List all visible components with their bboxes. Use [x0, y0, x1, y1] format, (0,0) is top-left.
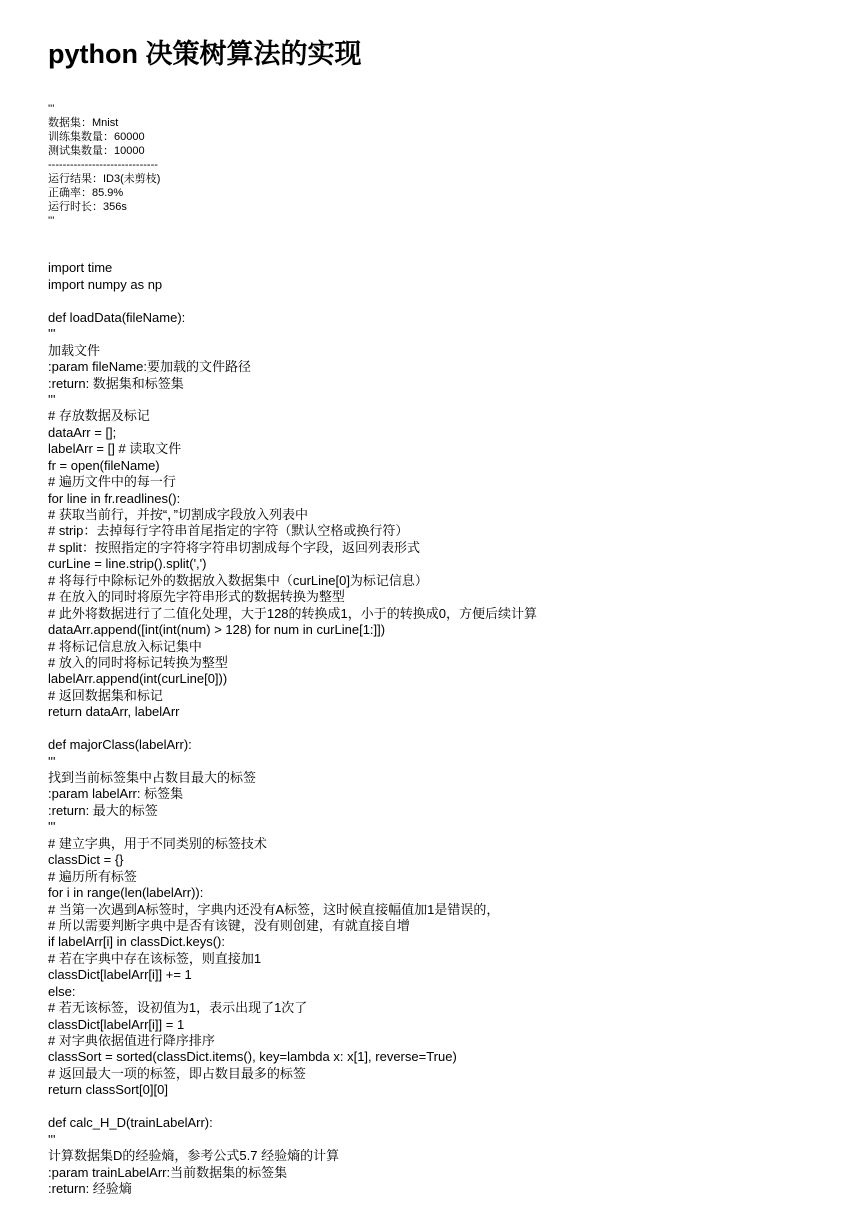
code-line: return dataArr, labelArr	[48, 704, 180, 720]
header-line: 正确率：85.9%	[48, 187, 124, 199]
code-line: labelArr = [] # 读取文件	[48, 441, 182, 457]
code-line: '''	[48, 1131, 56, 1147]
code-line: # 放入的同时将标记转换为整型	[48, 654, 228, 670]
code-line: for i in range(len(labelArr)):	[48, 885, 204, 901]
code-line: return classSort[0][0]	[48, 1082, 168, 1098]
header-line: 测试集数量：10000	[48, 145, 145, 157]
code-line	[48, 244, 537, 260]
code-line: def loadData(fileName):	[48, 309, 186, 325]
code-line: # 若无该标签，设初值为1，表示出现了1次了	[48, 1000, 308, 1016]
code-line: # 存放数据及标记	[48, 408, 150, 424]
code-line: # 此外将数据进行了二值化处理，大于128的转换成1，小于的转换成0，方便后续计算	[48, 605, 537, 621]
code-line: # split：按照指定的字符将字符串切割成每个字段，返回列表形式	[48, 539, 420, 555]
code-line: classSort = sorted(classDict.items(), key=lambda x: x[1], reverse=True)	[48, 1049, 457, 1065]
code-line: :param labelArr: 标签集	[48, 786, 184, 802]
code-line: classDict[labelArr[i]] += 1	[48, 967, 192, 983]
code-line: # 将标记信息放入标记集中	[48, 638, 202, 654]
code-line	[48, 721, 537, 737]
code-line: def calc_H_D(trainLabelArr):	[48, 1115, 213, 1131]
code-line: '''	[48, 819, 56, 835]
code-line: dataArr = [];	[48, 424, 117, 440]
code-line: :param trainLabelArr:当前数据集的标签集	[48, 1164, 288, 1180]
code-line: '''	[48, 326, 56, 342]
code-line	[48, 1099, 537, 1115]
code-line: def majorClass(labelArr):	[48, 737, 192, 753]
code-line: # 返回数据集和标记	[48, 687, 163, 703]
code-line: if labelArr[i] in classDict.keys():	[48, 934, 225, 950]
code-line: curLine = line.strip().split(',')	[48, 556, 207, 572]
header-line: '''	[48, 215, 55, 227]
page-title: python 决策树算法的实现	[48, 39, 362, 69]
code-line: # 建立字典，用于不同类别的标签技术	[48, 835, 267, 851]
code-line	[48, 293, 537, 309]
code-line: # 返回最大一项的标签，即占数目最多的标签	[48, 1065, 306, 1081]
code-line: else:	[48, 983, 76, 999]
header-line: 训练集数量：60000	[48, 131, 145, 143]
header-line: '''	[48, 103, 55, 115]
code-line: :return: 数据集和标签集	[48, 375, 184, 391]
header-line: 运行时长：356s	[48, 201, 127, 213]
code-line: :param fileName:要加载的文件路径	[48, 359, 251, 375]
code-line: :return: 经验熵	[48, 1180, 132, 1196]
header-line: 运行结果：ID3(未剪枝)	[48, 173, 161, 185]
code-line: dataArr.append([int(int(num) > 128) for num in curLine[1:]])	[48, 622, 386, 638]
code-line: # 遍历文件中的每一行	[48, 474, 176, 490]
code-body	[48, 244, 537, 1197]
code-line: # 当第一次遇到A标签时，字典内还没有A标签，这时候直接幅值加1是错误的，	[48, 901, 500, 917]
header-line: ------------------------------	[48, 159, 158, 171]
code-line: # 若在字典中存在该标签，则直接加1	[48, 950, 262, 966]
header-line: 数据集：Mnist	[48, 117, 119, 129]
code-line: # 所以需要判断字典中是否有该键，没有则创建，有就直接自增	[48, 917, 410, 933]
code-line: classDict = {}	[48, 852, 124, 868]
code-line: fr = open(fileName)	[48, 457, 160, 473]
code-line: '''	[48, 391, 56, 407]
code-line: # 将每行中除标记外的数据放入数据集中（curLine[0]为标记信息）	[48, 572, 428, 588]
code-line: 找到当前标签集中占数目最大的标签	[48, 770, 257, 785]
code-line: # 获取当前行，并按“，”切割成字段放入列表中	[48, 507, 309, 522]
code-line: # strip：去掉每行字符串首尾指定的字符（默认空格或换行符）	[48, 523, 409, 539]
code-line: 计算数据集D的经验熵，参考公式5.7 经验熵的计算	[48, 1148, 340, 1164]
code-line: '''	[48, 753, 56, 769]
code-line: labelArr.append(int(curLine[0]))	[48, 671, 228, 687]
code-line: # 在放入的同时将原先字符串形式的数据转换为整型	[48, 589, 345, 605]
code-line: for line in fr.readlines():	[48, 490, 181, 506]
code-line: # 对字典依据值进行降序排序	[48, 1033, 215, 1048]
code-line: import time	[48, 260, 113, 276]
docstring-header	[48, 102, 160, 228]
code-line: :return: 最大的标签	[48, 802, 158, 818]
code-line: 加载文件	[48, 342, 101, 358]
code-line: # 遍历所有标签	[48, 868, 137, 884]
code-line: classDict[labelArr[i]] = 1	[48, 1016, 185, 1032]
code-line: import numpy as np	[48, 276, 163, 292]
